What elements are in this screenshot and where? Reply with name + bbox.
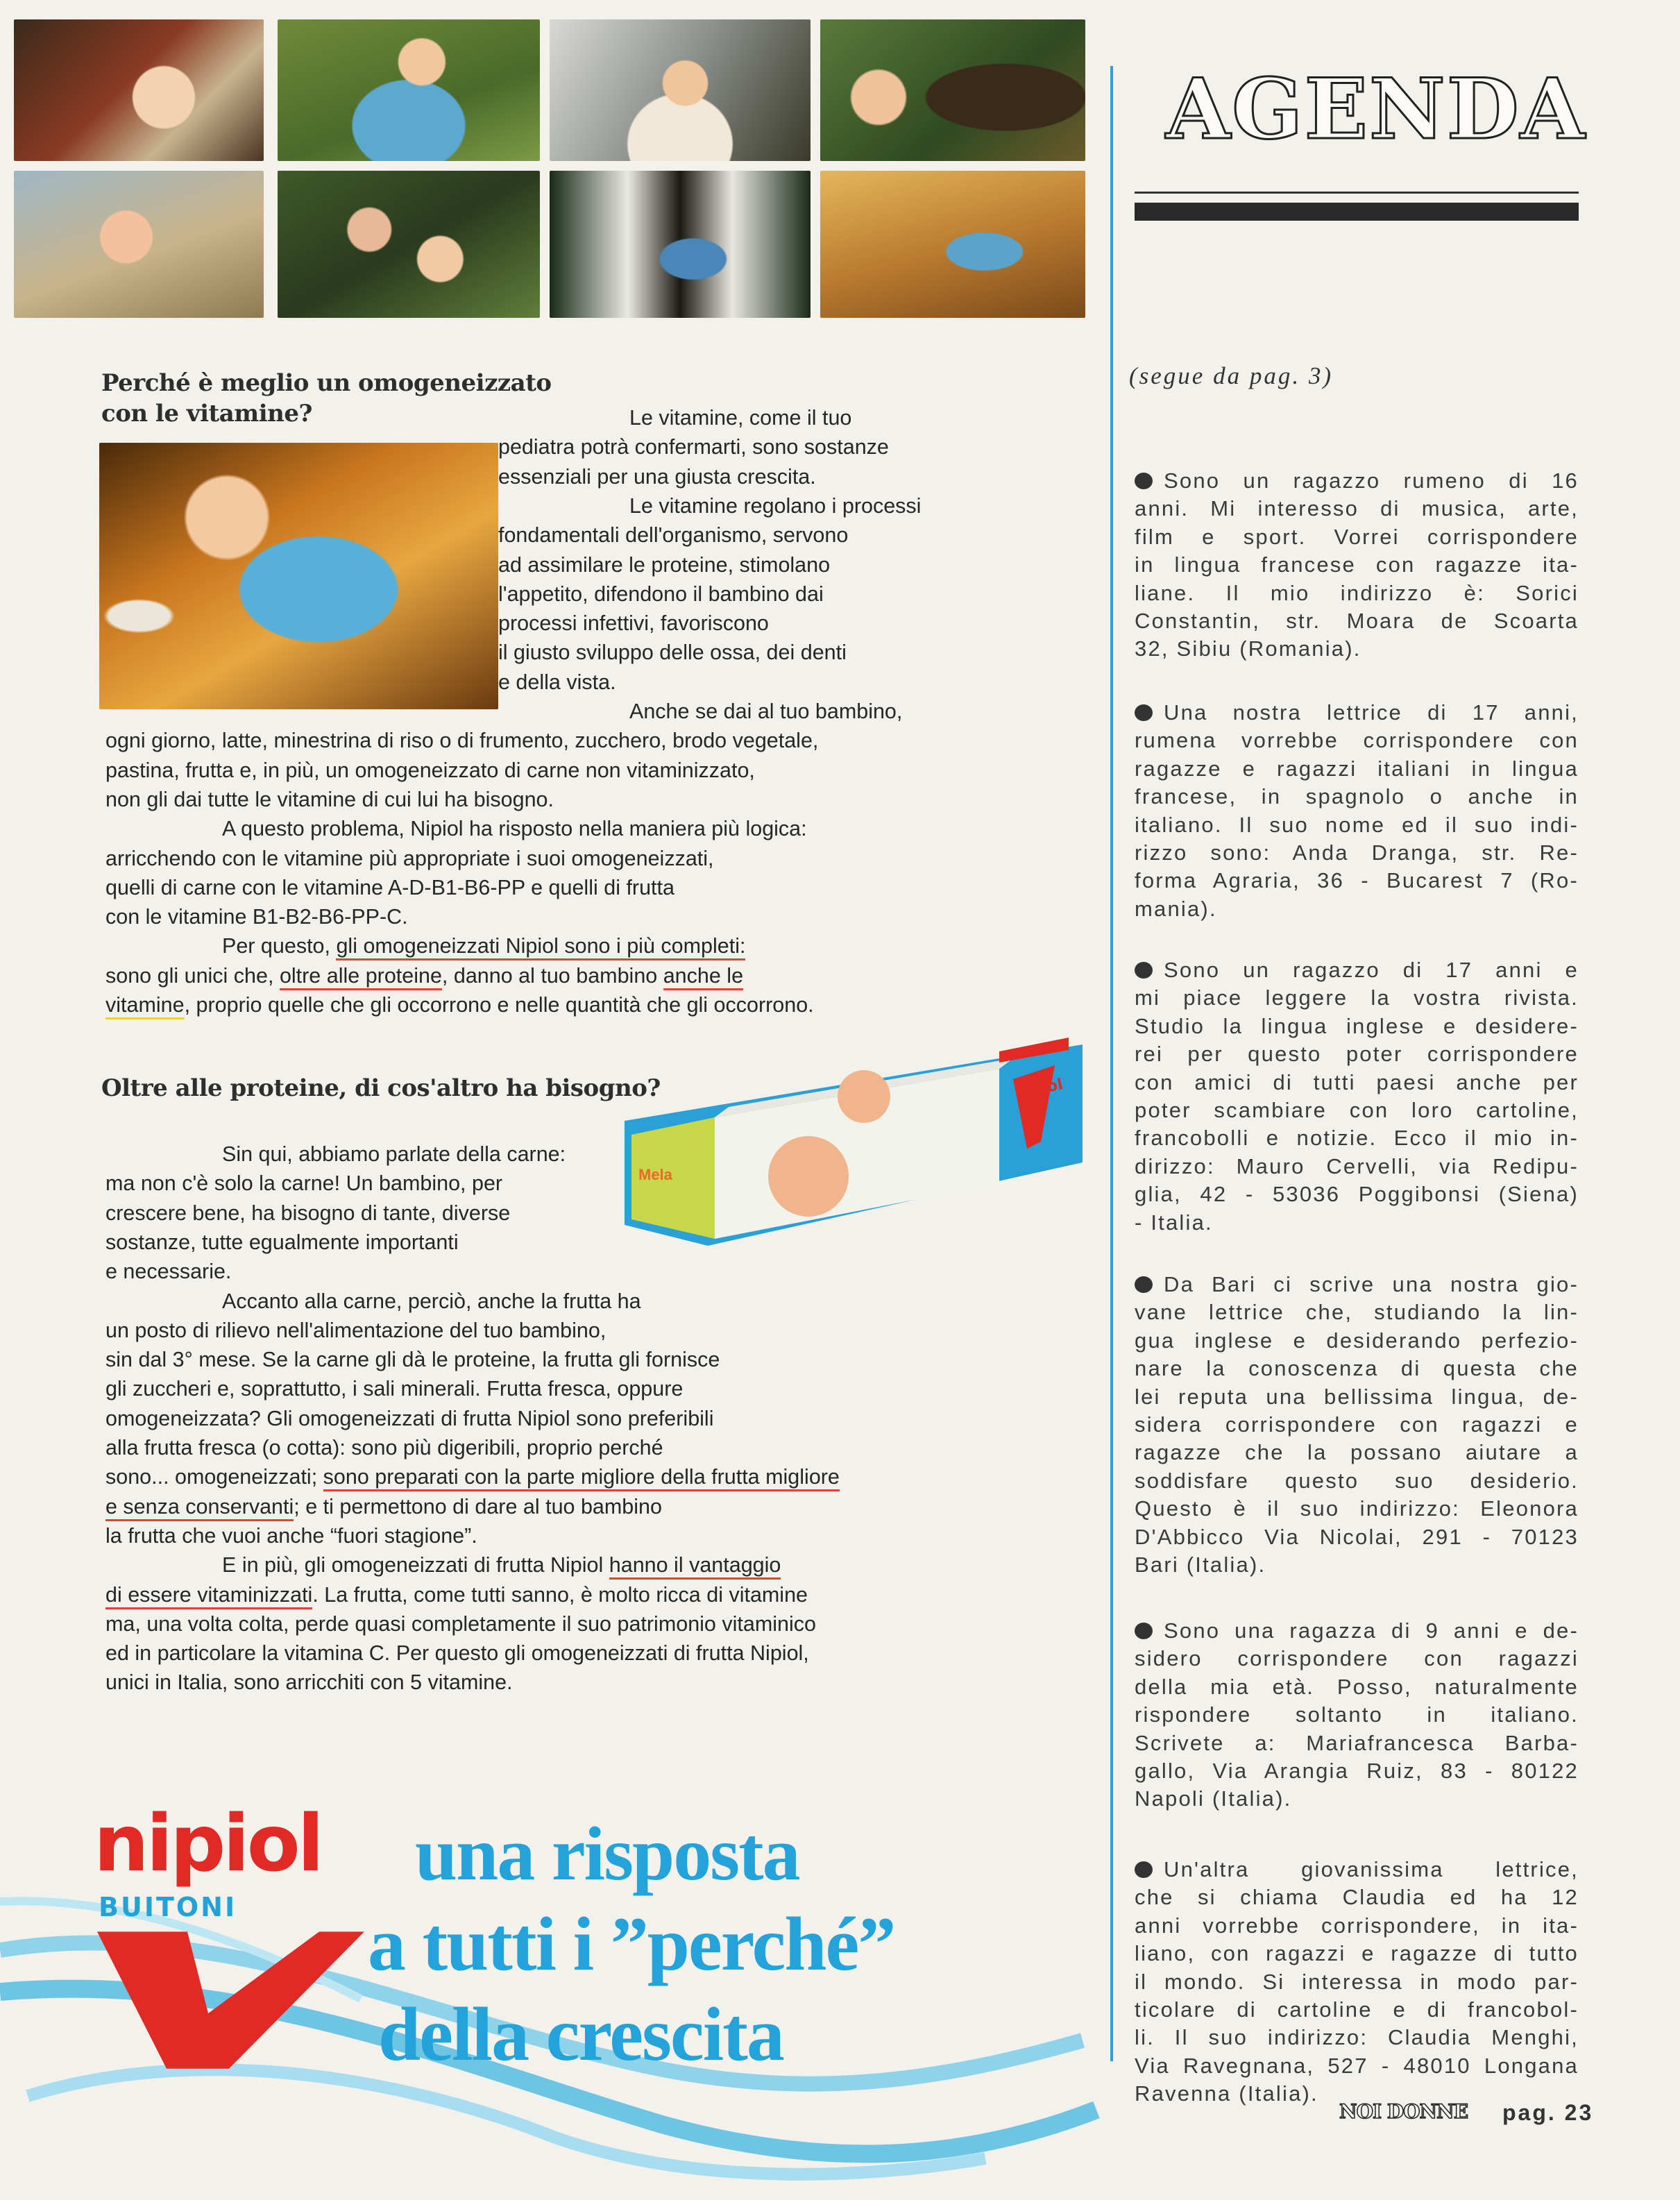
text-segment: alla frutta fresca (o cotta): sono più digeribili, proprio perché [105,1436,663,1459]
letter-line [1135,1439,1579,1466]
letter-text: ticolare di cartoline e di francobol- [1135,1997,1579,2022]
letter-text: forma Agraria, 36 - Bucarest 7 (Ro- [1135,868,1579,893]
slogan-line-2: a tutti i ”perché” [368,1902,895,1986]
text-segment: Per questo, [222,934,337,958]
text-line [222,931,745,961]
product-label: Mela [638,1166,672,1183]
letter-text: Un'altra giovanissima lettrice, [1164,1857,1579,1881]
bullet-icon [1135,473,1153,489]
text-segment: essenziali per una giusta crescita. [498,464,816,489]
letter-text: lei reputa una bellissima lingua, de- [1135,1384,1579,1409]
letter-line [1135,1467,1579,1495]
text-segment: processi infettivi, favoriscono [498,611,769,636]
text-segment: l'appetito, difendono il bambino dai [498,582,824,606]
letter-line [1135,1069,1579,1097]
letter-line [1135,495,1579,523]
page-number: pag. 23 [1502,2100,1594,2125]
text-line [222,814,807,843]
underlined-phrase: di essere vitaminizzati [105,1583,312,1609]
underlined-phrase: gli omogeneizzati Nipiol sono i più completi: [336,934,745,961]
text-segment: ed in particolare la vitamina C. Per questo gli omogeneizzati di frutta Nipiol, [105,1641,809,1666]
text-line [105,844,714,873]
letter-text: liane. Il mio indirizzo è: Sorici [1135,580,1579,605]
photo-mother-baby-bonnet [14,19,264,161]
letter-line [1135,755,1579,783]
letter-text: mania). [1135,896,1217,921]
underlined-phrase: e senza conservanti [105,1495,294,1521]
text-line [222,1140,566,1169]
letter-line [1135,467,1579,495]
letter-line [1135,1327,1579,1355]
letter-line [1135,1968,1579,1996]
letter-line [1135,1153,1579,1181]
letter-text: italiano. Il suo nome ed il suo indi- [1135,812,1579,837]
letter-text: anni. Mi interesso di musica, arte, [1135,496,1579,521]
letter-text: Sono una ragazza di 9 anni e de- [1164,1618,1579,1643]
letter-text: rizzo sono: Anda Dranga, str. Re- [1135,840,1579,865]
letter-text: 32, Sibiu (Romania). [1135,636,1361,661]
letter-line [1135,1701,1579,1729]
bullet-icon [1135,962,1153,979]
text-segment: pediatra potrà confermarti, sono sostanze [498,435,889,459]
letter-text: dirizzo: Mauro Cervelli, via Redipu- [1135,1153,1579,1178]
agenda-letter [1135,1271,1579,1579]
letter-text: Scrivete a: Mariafrancesca Barba- [1135,1730,1579,1755]
letter-text: anni vorrebbe corrispondere, in ita- [1135,1913,1579,1938]
letter-text: Sono un ragazzo rumeno di 16 [1164,468,1579,493]
letter-line [1135,811,1579,839]
photo-child-dog [820,19,1085,161]
letter-text: Via Ravegnana, 527 - 48010 Longana [1135,2053,1579,2078]
article-heading-2: Oltre alle proteine, di cos'altro ha bisogno? [101,1074,661,1102]
text-segment: , danno al tuo bambino [441,963,663,988]
text-line [498,638,847,667]
text-segment: quelli di carne con le vitamine A-D-B1-B6-PP e quelli di frutta [105,875,674,899]
text-line [105,990,814,1019]
text-segment: pastina, frutta e, in più, un omogeneizzato di carne non vitaminizzato, [105,758,755,782]
letter-line [1135,1013,1579,1040]
photo-mother-feeding [278,171,540,318]
letter-text: della mia età. Posso, naturalmente [1135,1674,1579,1699]
letter-text: rei per questo poter corrispondere [1135,1042,1579,1067]
agenda-letter [1135,1856,1579,2108]
photo-child-window [550,171,811,318]
buitoni-logo: BUITONI [99,1892,237,1922]
text-segment: unici in Italia, sono arricchiti con 5 vitamine. [105,1670,513,1695]
letter-text: che si chiama Claudia ed ha 12 [1135,1885,1579,1910]
title-rule [1135,192,1579,194]
text-line [629,491,921,521]
text-line [105,961,743,990]
letter-line [1135,1495,1579,1523]
letter-line [1135,1181,1579,1208]
text-line [105,1345,720,1374]
text-line [105,1521,477,1550]
letter-line [1135,1411,1579,1439]
text-line [498,521,848,550]
heading-line: Perché è meglio un omogeneizzato [101,369,552,397]
big-v-logo [90,1926,368,2072]
bullet-icon [1135,1623,1153,1639]
text-line [105,756,755,785]
letter-text: li. Il suo indirizzo: Claudia Menghi, [1135,2025,1579,2050]
letter-line [1135,635,1579,663]
agenda-letter [1135,699,1579,923]
agenda-letter [1135,956,1579,1237]
text-line [105,1316,606,1345]
underlined-phrase: oltre alle proteine [280,964,442,990]
letter-line [1135,1298,1579,1326]
text-segment: ma non c'è solo la carne! Un bambino, per [105,1171,503,1196]
letter-line [1135,2052,1579,2080]
letter-text: ragazze che la possano aiutare a [1135,1440,1579,1465]
bullet-icon [1135,1276,1153,1293]
letter-text: film e sport. Vorrei corrispondere [1135,524,1579,549]
text-line [498,432,889,462]
letter-text: sidero corrispondere con ragazzi [1135,1646,1579,1671]
letter-text: sidera corrispondere con ragazzi e [1135,1412,1579,1437]
letter-text: Constantin, str. Moara de Scoarta [1135,608,1579,633]
letter-line [1135,1124,1579,1152]
text-line [105,1668,513,1697]
text-line [498,550,830,579]
photo-child-crawling [99,443,498,709]
text-line [105,1639,809,1668]
letter-line [1135,1523,1579,1551]
letter-text: mi piace leggere la vostra rivista. [1135,985,1579,1010]
underlined-phrase: hanno il vantaggio [609,1553,781,1580]
text-segment: ; e ti permettono di dare al tuo bambino [294,1494,662,1518]
letter-line [1135,1383,1579,1411]
heading-line: con le vitamine? [101,400,312,428]
letter-line [1135,895,1579,923]
text-line [105,785,554,814]
continued-note: (segue da pag. 3) [1129,362,1334,389]
underlined-phrase: vitamine [105,993,185,1019]
text-line [105,726,818,755]
underlined-phrase: sono preparati con la parte migliore della frutta migliore [323,1465,840,1491]
text-segment: E in più, gli omogeneizzati di frutta Nipiol [222,1553,609,1577]
letter-line [1135,1996,1579,2024]
text-line [629,403,851,432]
letter-text: Studio la lingua inglese e desidere- [1135,1013,1579,1038]
letter-line [1135,727,1579,754]
text-line [629,697,902,726]
text-segment: non gli dai tutte le vitamine di cui lui ha bisogno. [105,787,554,811]
text-segment: ad assimilare le proteine, stimolano [498,552,831,577]
photo-child-tent [550,19,811,161]
text-line [105,1433,663,1462]
product-logo: nipiol [1014,1076,1064,1103]
letter-line [1135,783,1579,811]
text-line [105,1374,683,1403]
letter-line [1135,1673,1579,1701]
text-segment: ogni giorno, latte, minestrina di riso o di frumento, zucchero, brodo vegetale, [105,729,819,753]
text-line [498,609,769,638]
text-segment: e della vista. [498,670,616,694]
letter-text: D'Abbicco Via Nicolai, 291 - 70123 [1135,1524,1579,1549]
bullet-icon [1135,1861,1153,1878]
letter-text: francese, in spagnolo o anche in [1135,784,1579,809]
text-segment: A questo problema, Nipiol ha risposto nella maniera più logica: [222,817,807,841]
text-line [498,579,824,609]
letter-line [1135,1040,1579,1068]
agenda-title: AGENDA [1166,60,1586,158]
letter-line [1135,1645,1579,1673]
letter-line [1135,1271,1579,1298]
text-segment: gli zuccheri e, soprattutto, i sali minerali. Frutta fresca, oppure [105,1377,684,1401]
slogan-line-1: una risposta [415,1811,799,1896]
letter-text: Da Bari ci scrive una nostra gio- [1164,1272,1579,1296]
text-segment: Le vitamine, come il tuo [629,406,852,430]
text-line [105,1228,459,1257]
letter-text: rumena vorrebbe corrispondere con [1135,728,1579,753]
text-segment: sin dal 3° mese. Se la carne gli dà le proteine, la frutta gli fornisce [105,1348,720,1372]
letter-line [1135,1209,1579,1237]
photo-baby-cradle [14,171,264,318]
text-line [105,1609,816,1639]
letter-line [1135,867,1579,895]
letter-text: Una nostra lettrice di 17 anni, [1164,700,1579,725]
text-segment: Accanto alla carne, perciò, anche la frutta ha [222,1289,641,1313]
letter-text: il mondo. Si interessa in modo par- [1135,1969,1579,1994]
text-line [222,1550,781,1580]
text-line [498,668,616,697]
text-segment: Le vitamine regolano i processi [629,493,922,518]
letter-line [1135,551,1579,579]
text-line [105,1580,808,1609]
text-segment: ma, una volta colta, perde quasi completamente il suo patrimonio vitaminico [105,1611,816,1636]
letter-text: ragazze e ragazzi italiani in lingua [1135,756,1579,781]
text-segment: il giusto sviluppo delle ossa, dei denti [498,641,847,665]
letter-text: gallo, Via Arangia Ruiz, 83 - 80122 [1135,1758,1579,1783]
text-segment: . La frutta, come tutti sanno, è molto ricca di vitamine [312,1582,808,1607]
text-segment: , proprio quelle che gli occorrono e nelle quantità che gli occorrono. [184,993,814,1017]
text-line [498,462,816,491]
text-line [105,1404,714,1433]
text-line [105,1199,510,1228]
letter-text: in lingua francese con ragazze ita- [1135,552,1579,577]
letter-line [1135,956,1579,984]
bullet-icon [1135,704,1153,721]
letter-text: liano, con ragazzi e ragazze di tutto [1135,1941,1579,1966]
text-segment: omogeneizzata? Gli omogeneizzati di frutta Nipiol sono preferibili [105,1406,714,1430]
underlined-phrase: anche le [663,964,743,990]
letter-line [1135,1912,1579,1940]
letter-text: con amici di tutti paesi anche per [1135,1069,1579,1094]
letter-line [1135,1757,1579,1785]
letter-line [1135,523,1579,551]
text-segment: fondamentali dell'organismo, servono [498,523,849,548]
letter-line [1135,984,1579,1012]
letter-text: Bari (Italia). [1135,1552,1266,1577]
letter-line [1135,699,1579,727]
text-line [105,1169,502,1198]
text-segment: sono... omogeneizzati; [105,1465,323,1489]
text-segment: Sin qui, abbiamo parlate della carne: [222,1142,566,1166]
letter-line [1135,1097,1579,1124]
agenda-letter [1135,467,1579,663]
article-heading-1 [101,368,552,429]
letter-line [1135,2024,1579,2051]
letter-line [1135,1617,1579,1645]
letter-line [1135,1355,1579,1382]
text-segment: un posto di rilievo nell'alimentazione del tuo bambino, [105,1318,606,1342]
text-segment: con le vitamine B1-B2-B6-PP-C. [105,905,408,929]
text-line [105,1462,840,1491]
letter-line [1135,1785,1579,1813]
text-line [105,1492,662,1521]
text-segment: Anche se dai al tuo bambino, [629,700,903,723]
letter-text: - Italia. [1135,1210,1213,1235]
title-bar [1135,203,1579,221]
text-line [105,1257,231,1286]
letter-text: Sono un ragazzo di 17 anni e [1164,958,1579,982]
photo-child-blue-dress [278,19,540,161]
text-segment: e necessarie. [105,1260,232,1284]
letter-text: nare la conoscenza di questa che [1135,1356,1579,1381]
column-divider [1110,66,1113,2061]
letter-line [1135,1729,1579,1757]
letter-text: gua inglese e desiderando perfezio- [1135,1328,1579,1353]
letter-line [1135,1940,1579,1968]
letter-text: soddisfare questo suo desiderio. [1135,1468,1579,1493]
letter-line [1135,607,1579,635]
text-segment: sostanze, tutte egualmente importanti [105,1230,459,1254]
nipiol-logo: nipiol [94,1799,322,1889]
letter-text: poter scambiare con loro cartoline, [1135,1097,1579,1122]
letter-text: rispondere soltanto in italiano. [1135,1702,1579,1727]
letter-text: vane lettrice che, studiando la lin- [1135,1300,1579,1325]
letter-text: Questo è il suo indirizzo: Eleonora [1135,1496,1579,1521]
product-box-image [611,1038,1089,1260]
text-line [105,873,674,902]
letter-text: glia, 42 - 53036 Poggibonsi (Siena) [1135,1182,1579,1207]
photo-child-crawling-floor [820,171,1085,318]
letter-line [1135,839,1579,867]
text-segment: arricchendo con le vitamine più appropriate i suoi omogeneizzati, [105,846,714,870]
letter-text: francobolli e notizie. Ecco il mio in- [1135,1126,1579,1151]
letter-line [1135,1884,1579,1911]
magazine-logo: NOI DONNE [1339,2100,1468,2123]
slogan-line-3: della crescita [378,1992,783,2076]
text-segment: crescere bene, ha bisogno di tante, diverse [105,1201,511,1225]
letter-line [1135,1856,1579,1884]
letter-line [1135,1551,1579,1579]
text-line [222,1287,641,1316]
text-line [105,902,408,931]
text-segment: sono gli unici che, [105,963,280,988]
letter-text: Ravenna (Italia). [1135,2081,1318,2106]
letter-line [1135,579,1579,607]
letter-text: Napoli (Italia). [1135,1786,1292,1811]
text-segment: la frutta che vuoi anche “fuori stagione”. [105,1523,477,1548]
agenda-letter [1135,1617,1579,1813]
